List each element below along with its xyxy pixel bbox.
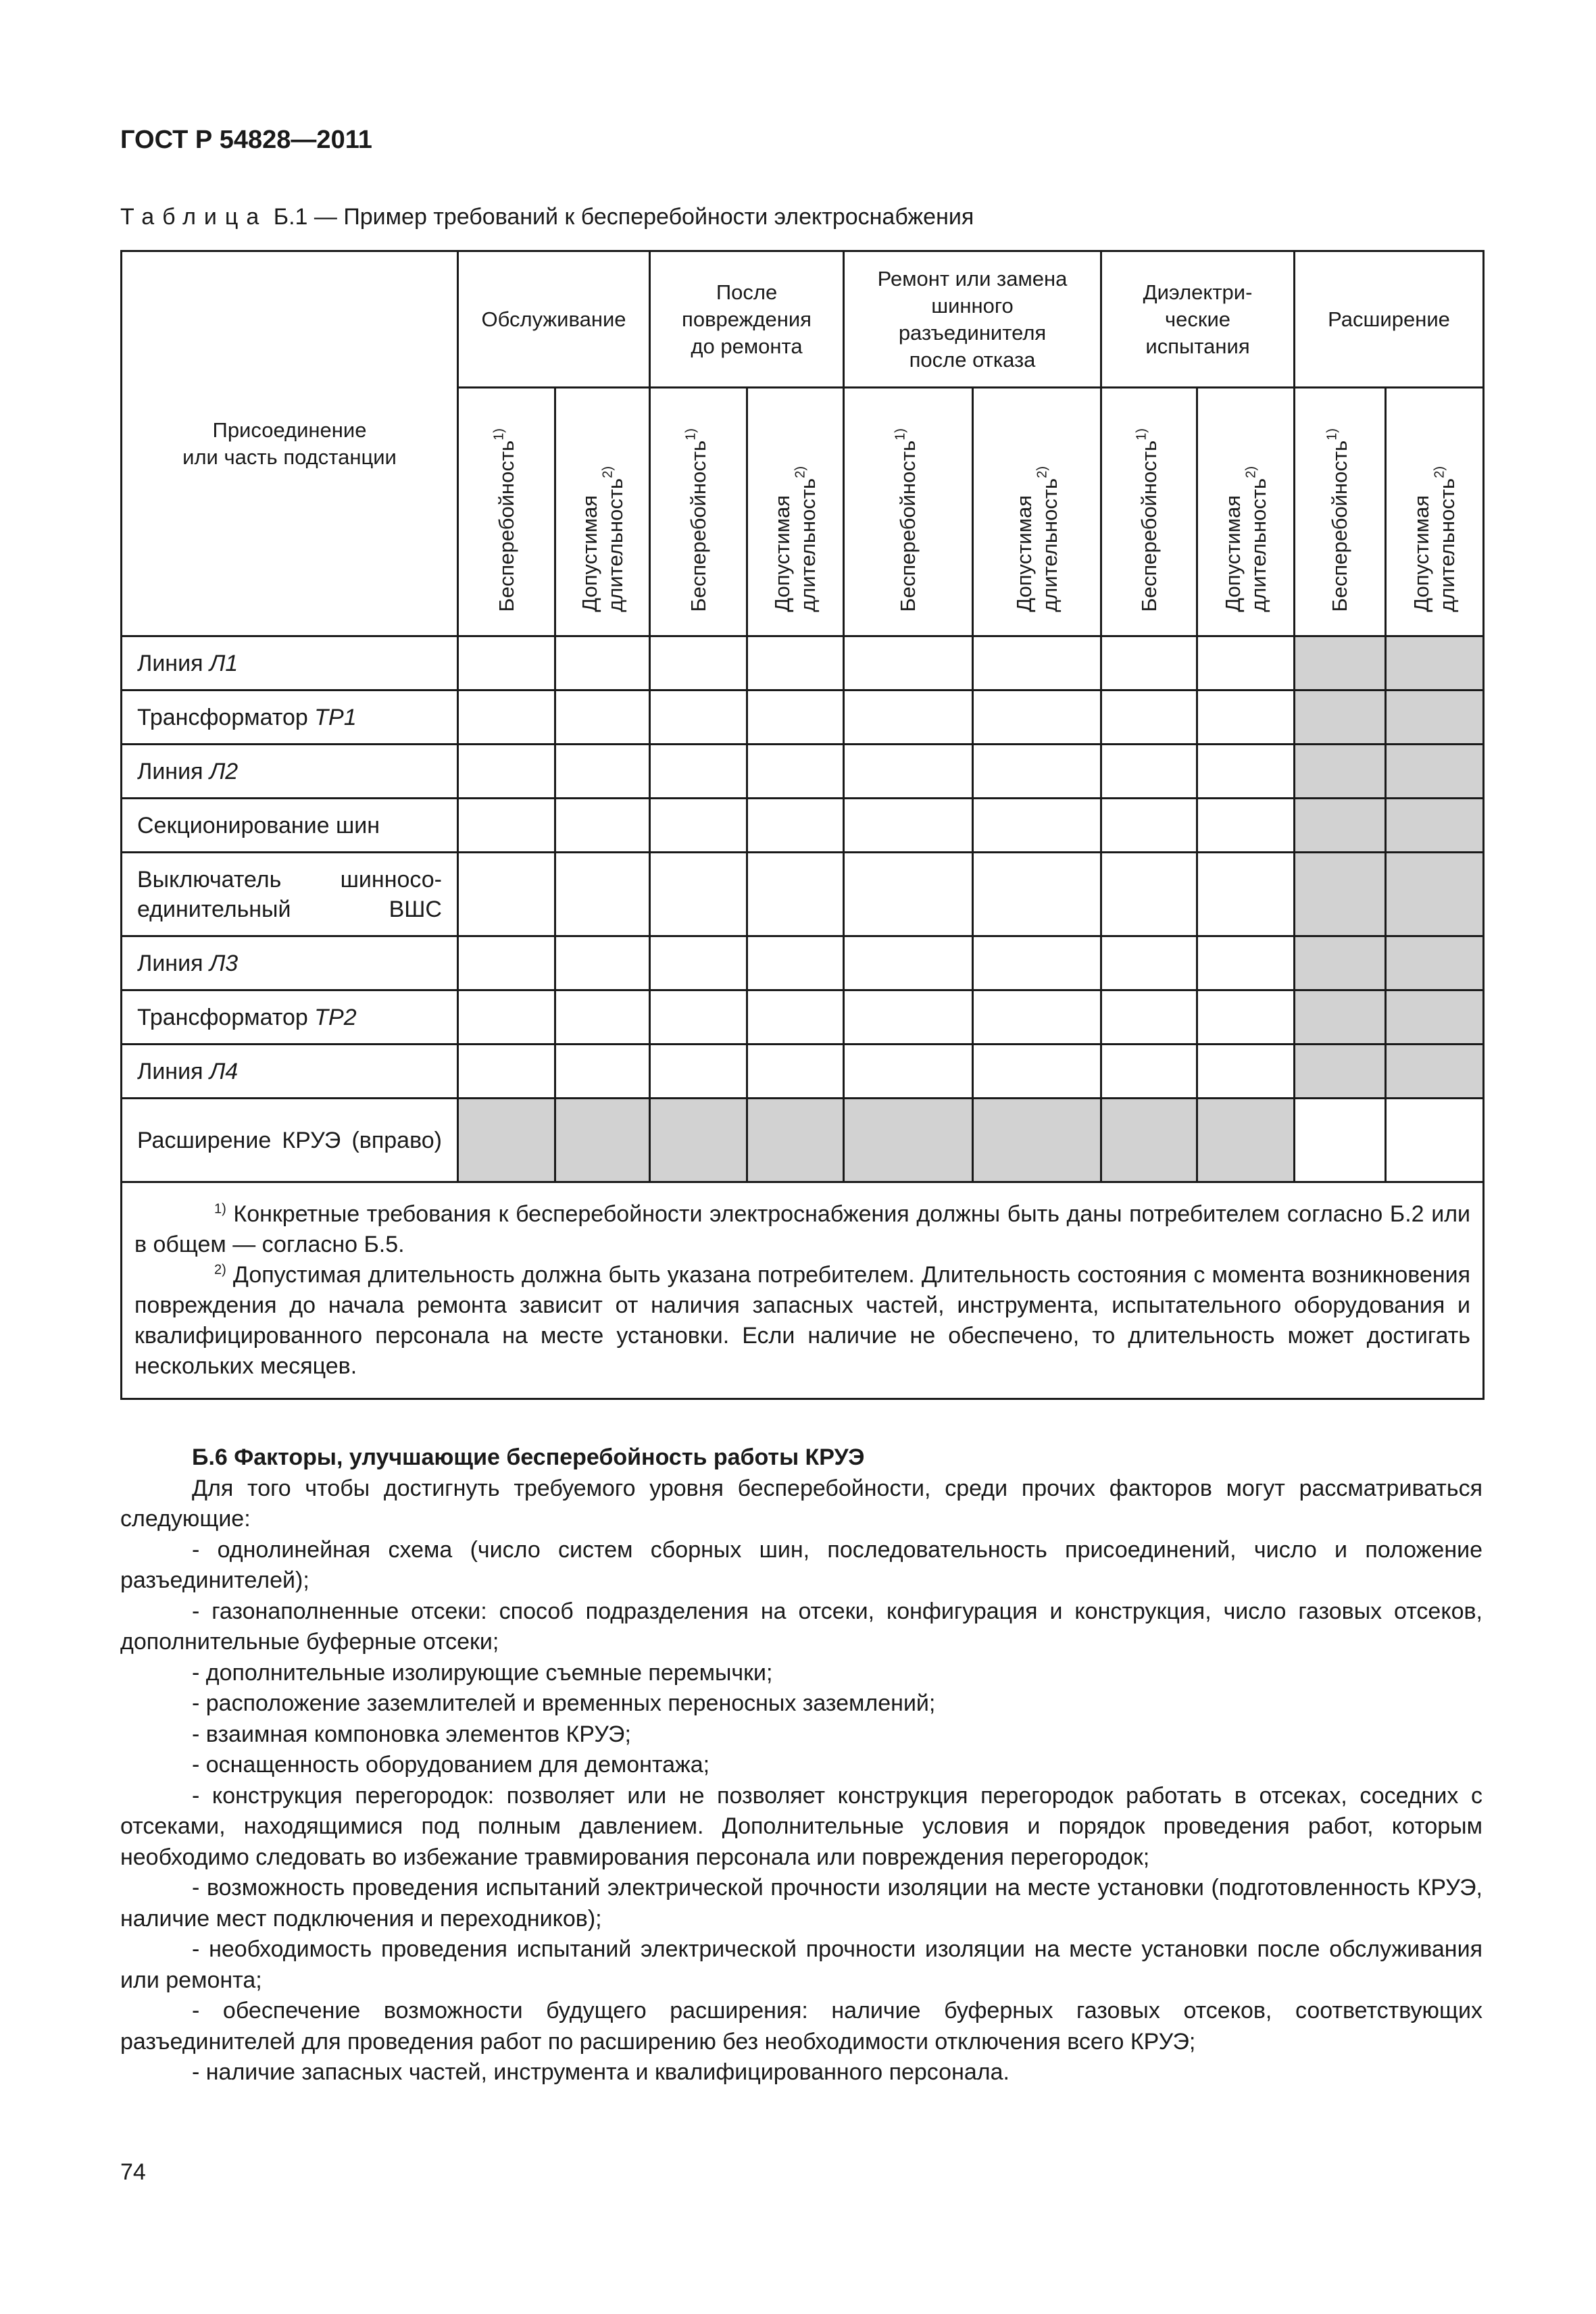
intro-paragraph: Для того чтобы достигнуть требуемого уровня бесперебойности, среди прочих факторов могут рассматриваться следующие: [120, 1475, 1482, 1532]
table-caption [120, 204, 974, 230]
shaded-cell [1295, 1045, 1386, 1099]
empty-cell [1197, 1045, 1295, 1099]
empty-cell [458, 990, 555, 1045]
empty-cell [555, 636, 650, 690]
empty-cell [1101, 1045, 1197, 1099]
empty-cell [973, 690, 1101, 745]
empty-cell [973, 853, 1101, 936]
subheader-continuity: Бесперебойность$^{1)}$ [1101, 388, 1197, 636]
empty-cell [458, 636, 555, 690]
empty-cell [844, 690, 973, 745]
shaded-cell [1386, 936, 1484, 990]
table-footnotes [122, 1182, 1484, 1399]
empty-cell [1197, 636, 1295, 690]
shaded-cell [1386, 990, 1484, 1045]
empty-cell [458, 1045, 555, 1099]
empty-cell [973, 745, 1101, 799]
empty-cell [1295, 1099, 1386, 1182]
empty-cell [747, 1045, 844, 1099]
empty-cell [555, 799, 650, 853]
table-row [122, 853, 1484, 936]
empty-cell [747, 636, 844, 690]
table-row [122, 936, 1484, 990]
empty-cell [747, 936, 844, 990]
footnote-2: $^{2)}$ Допустимая длительность должна быть указана потребителем. Длительность состояния с момента возникновения повреждения до начала ремонта зависит от наличия запасных частей, инструмента, испытательного оборудования и квалифицированного персонала на месте установки. Если наличие не обеспечено, то длительность может достигать нескольких месяцев. [134, 1262, 1471, 1379]
shaded-cell [1295, 853, 1386, 936]
subheader-continuity: Бесперебойность$^{1)}$ [1295, 388, 1386, 636]
table-row [122, 1099, 1484, 1182]
shaded-cell [1386, 636, 1484, 690]
subheader-allowed-duration: Допустимая длительность$^{2)}$ [973, 388, 1101, 636]
row-label: Линия Л2 [122, 745, 458, 799]
row-label: Выключатель шинносо-единительный ВШС [122, 853, 458, 936]
subheader-allowed-duration: Допустимая длительность$^{2)}$ [1386, 388, 1484, 636]
empty-cell [650, 636, 747, 690]
page-number: 74 [120, 2159, 146, 2185]
list-item: - дополнительные изолирующие съемные перемычки; [192, 1659, 773, 1686]
empty-cell [650, 690, 747, 745]
empty-cell [650, 799, 747, 853]
shaded-cell [1386, 690, 1484, 745]
empty-cell [458, 745, 555, 799]
shaded-cell [1295, 690, 1386, 745]
table-row [122, 745, 1484, 799]
list-item: - расположение заземлителей и временных переносных заземлений; [192, 1690, 936, 1716]
empty-cell [844, 990, 973, 1045]
empty-cell [650, 990, 747, 1045]
shaded-cell [1295, 636, 1386, 690]
table-row [122, 990, 1484, 1045]
subheader-allowed-duration: Допустимая длительность$^{2)}$ [555, 388, 650, 636]
empty-cell [747, 690, 844, 745]
row-label: Трансформатор ТР1 [122, 690, 458, 745]
list-item: - взаимная компоновка элементов КРУЭ; [192, 1721, 631, 1747]
empty-cell [973, 990, 1101, 1045]
shaded-cell [650, 1099, 747, 1182]
empty-cell [973, 799, 1101, 853]
list-item: - оснащенность оборудованием для демонтажа; [192, 1752, 710, 1778]
empty-cell [1197, 745, 1295, 799]
empty-cell [1386, 1099, 1484, 1182]
empty-cell [1101, 936, 1197, 990]
empty-cell [458, 799, 555, 853]
empty-cell [1101, 690, 1197, 745]
footnote-1: $^{1)}$ Конкретные требования к бесперебойности электроснабжения должны быть даны потребителем согласно Б.2 или в общем — согласно Б.5. [134, 1201, 1471, 1257]
empty-cell [458, 936, 555, 990]
list-item: - возможность проведения испытаний электрической прочности изоляции на месте установки (подготовленность КРУЭ, наличие мест подключения и переходников); [120, 1875, 1482, 1932]
empty-cell [844, 1045, 973, 1099]
empty-cell [1197, 936, 1295, 990]
empty-cell [458, 853, 555, 936]
header-connection: Присоединение или часть подстанции [122, 251, 458, 636]
shaded-cell [747, 1099, 844, 1182]
section-b6 [120, 1442, 1482, 2088]
header-extension: Расширение [1295, 251, 1484, 388]
empty-cell [1101, 799, 1197, 853]
list-item: - однолинейная схема (число систем сборных шин, последовательность присоединений, число и положение разъединителей); [120, 1536, 1482, 1593]
header-dielectric-tests: Диэлектри- ческие испытания [1101, 251, 1295, 388]
empty-cell [1101, 636, 1197, 690]
subheader-allowed-duration: Допустимая длительность$^{2)}$ [747, 388, 844, 636]
shaded-cell [1101, 1099, 1197, 1182]
shaded-cell [1386, 853, 1484, 936]
shaded-cell [973, 1099, 1101, 1182]
list-item: - газонаполненные отсеки: способ подразделения на отсеки, конфигурация и конструкция, число газовых отсеков, дополнительные буферные отсеки; [120, 1598, 1482, 1655]
row-label: Линия Л4 [122, 1045, 458, 1099]
shaded-cell [1295, 936, 1386, 990]
empty-cell [650, 745, 747, 799]
list-item: - необходимость проведения испытаний электрической прочности изоляции на месте установки после обслуживания или ремонта; [120, 1936, 1482, 1993]
section-heading: Б.6 Факторы, улучшающие бесперебойность работы КРУЭ [192, 1444, 865, 1470]
row-label: Трансформатор ТР2 [122, 990, 458, 1045]
empty-cell [555, 853, 650, 936]
caption-text: Б.1 — Пример требований к бесперебойности электроснабжения [267, 204, 974, 230]
shaded-cell [1386, 1045, 1484, 1099]
list-item: - обеспечение возможности будущего расширения: наличие буферных газовых отсеков, соответствующих разъединителей для проведения работ по расширению без необходимости отключения всего КРУЭ; [120, 1998, 1482, 2055]
subheader-allowed-duration: Допустимая длительность$^{2)}$ [1197, 388, 1295, 636]
empty-cell [650, 1045, 747, 1099]
empty-cell [1197, 853, 1295, 936]
subheader-continuity: Бесперебойность$^{1)}$ [844, 388, 973, 636]
list-item: - конструкция перегородок: позволяет или не позволяет конструкция перегородок работать в отсеках, соседних с отсеками, находящимися под полным давлением. Дополнительные условия и порядок проведения работ, которым необходимо следовать во избежание травмирования персонала или повреждения перегородок; [120, 1782, 1482, 1870]
shaded-cell [1386, 799, 1484, 853]
empty-cell [747, 799, 844, 853]
shaded-cell [1197, 1099, 1295, 1182]
empty-cell [747, 990, 844, 1045]
shaded-cell [1295, 990, 1386, 1045]
continuity-requirements-table [120, 250, 1485, 1400]
empty-cell [747, 745, 844, 799]
row-label: Расширение КРУЭ (вправо) [122, 1099, 458, 1182]
empty-cell [844, 853, 973, 936]
list-item: - наличие запасных частей, инструмента и квалифицированного персонала. [192, 2059, 1009, 2085]
shaded-cell [1386, 745, 1484, 799]
empty-cell [973, 936, 1101, 990]
document-header: ГОСТ Р 54828—2011 [120, 126, 372, 154]
empty-cell [844, 745, 973, 799]
empty-cell [555, 745, 650, 799]
empty-cell [747, 853, 844, 936]
shaded-cell [1295, 745, 1386, 799]
empty-cell [1197, 990, 1295, 1045]
empty-cell [650, 936, 747, 990]
subheader-continuity: Бесперебойность$^{1)}$ [650, 388, 747, 636]
table-row [122, 1045, 1484, 1099]
shaded-cell [555, 1099, 650, 1182]
empty-cell [1197, 690, 1295, 745]
empty-cell [1197, 799, 1295, 853]
shaded-cell [844, 1099, 973, 1182]
empty-cell [973, 1045, 1101, 1099]
empty-cell [555, 1045, 650, 1099]
header-maintenance: Обслуживание [458, 251, 650, 388]
empty-cell [973, 636, 1101, 690]
empty-cell [458, 690, 555, 745]
empty-cell [1101, 853, 1197, 936]
empty-cell [1101, 745, 1197, 799]
table-row [122, 690, 1484, 745]
shaded-cell [458, 1099, 555, 1182]
row-label: Секционирование шин [122, 799, 458, 853]
empty-cell [844, 936, 973, 990]
empty-cell [555, 690, 650, 745]
table-row [122, 799, 1484, 853]
header-busbar-disconnector-repair: Ремонт или замена шинного разъединителя после отказа [844, 251, 1101, 388]
shaded-cell [1295, 799, 1386, 853]
empty-cell [844, 636, 973, 690]
empty-cell [1101, 990, 1197, 1045]
empty-cell [650, 853, 747, 936]
table-row [122, 636, 1484, 690]
empty-cell [555, 936, 650, 990]
header-after-damage: После повреждения до ремонта [650, 251, 844, 388]
subheader-continuity: Бесперебойность$^{1)}$ [458, 388, 555, 636]
row-label: Линия Л3 [122, 936, 458, 990]
caption-prefix: Таблица [120, 204, 268, 230]
empty-cell [844, 799, 973, 853]
empty-cell [555, 990, 650, 1045]
row-label: Линия Л1 [122, 636, 458, 690]
